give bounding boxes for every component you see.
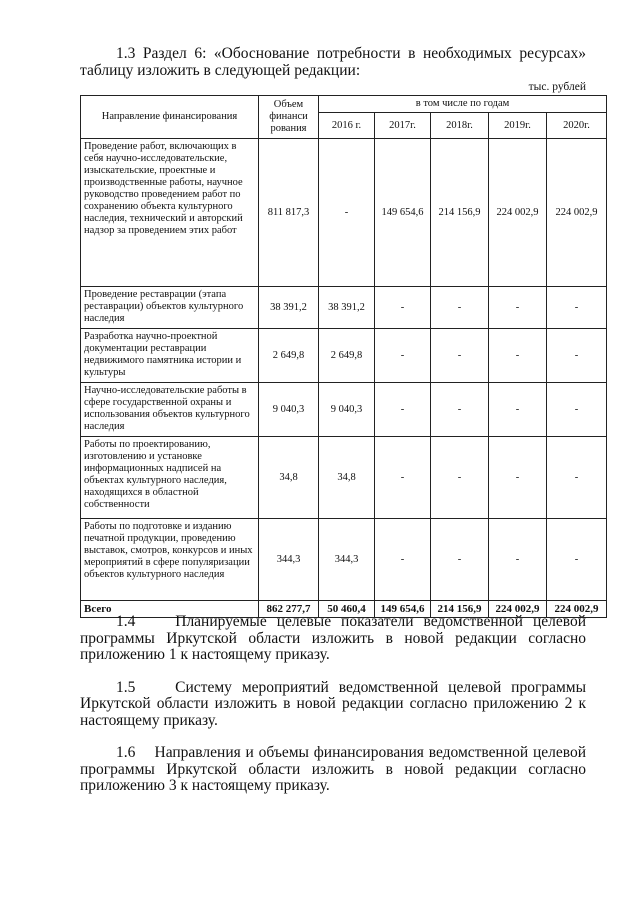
row-2020: - (547, 383, 607, 437)
unit-label: тыс. рублей (528, 81, 586, 93)
row-name: Разработка научно-проектной документации реставрации недвижимого памятника истории и культуры (81, 329, 259, 383)
item-number: 1.4 (116, 613, 136, 630)
table-row (81, 519, 607, 601)
row-2017: - (375, 287, 431, 329)
row-2016: 344,3 (319, 519, 375, 601)
total-label: Всего (81, 601, 259, 618)
header-year: 2020г. (547, 113, 607, 139)
row-2020: 224 002,9 (547, 139, 607, 287)
header-year: 2019г. (489, 113, 547, 139)
total-volume: 862 277,7 (259, 601, 319, 618)
header-year: 2016 г. (319, 113, 375, 139)
amendment-items (80, 614, 586, 811)
row-2018: - (431, 437, 489, 519)
row-2018: - (431, 287, 489, 329)
row-name: Проведение реставрации (этапа реставрации) объектов культурного наследия (81, 287, 259, 329)
row-2020: - (547, 287, 607, 329)
item-number: 1.5 (116, 678, 136, 696)
item-1-4 (80, 614, 586, 664)
header-direction: Направление финансирования (81, 96, 259, 139)
financing-table (80, 95, 607, 618)
item-1-6 (80, 745, 586, 795)
row-name: Научно-исследовательские работы в сфере государственной охраны и использования объектов культурного наследия (81, 383, 259, 437)
row-2017: 149 654,6 (375, 139, 431, 287)
row-2020: - (547, 519, 607, 601)
row-name: Работы по подготовке и изданию печатной продукции, проведению выставок, смотров, конкурсов и иных мероприятий в сфере популяризации объектов культурного наследия (81, 519, 259, 601)
row-name: Работы по проектированию, изготовлению и установке информационных надписей на объектах культурного наследия, находящихся в областной собственности (81, 437, 259, 519)
row-2019: - (489, 437, 547, 519)
row-total: 344,3 (259, 519, 319, 601)
intro-text: 1.3 Раздел 6: «Обоснование потребности в необходимых ресурсах» таблицу изложить в следующей редакции: (80, 45, 586, 79)
row-2016: - (319, 139, 375, 287)
item-text: Систему мероприятий ведомственной целевой программы Иркутской области изложить в новой редакции согласно приложению 2 к настоящему приказу. (80, 678, 586, 729)
total-2019: 224 002,9 (489, 601, 547, 618)
total-2020: 224 002,9 (547, 601, 607, 618)
total-2017: 149 654,6 (375, 601, 431, 618)
intro-paragraph (80, 46, 586, 79)
table-row (81, 437, 607, 519)
row-total: 2 649,8 (259, 329, 319, 383)
row-total: 811 817,3 (259, 139, 319, 287)
table-row (81, 139, 607, 287)
header-year: 2018г. (431, 113, 489, 139)
item-number: 1.6 (116, 744, 136, 761)
row-total: 9 040,3 (259, 383, 319, 437)
row-2017: - (375, 329, 431, 383)
row-2017: - (375, 383, 431, 437)
table-row (81, 329, 607, 383)
header-years-group: в том числе по годам (319, 96, 607, 113)
row-2016: 34,8 (319, 437, 375, 519)
row-2019: - (489, 519, 547, 601)
row-2019: - (489, 383, 547, 437)
row-name: Проведение работ, включающих в себя научно-исследовательские, изыскательские, проектные и производственные работы, научное руководство проведением работ по сохранению объекта культурного наследия, технический и авторский надзор за проведением этих работ (81, 139, 259, 287)
row-2019: 224 002,9 (489, 139, 547, 287)
row-2016: 38 391,2 (319, 287, 375, 329)
row-2016: 9 040,3 (319, 383, 375, 437)
row-total: 38 391,2 (259, 287, 319, 329)
row-2018: - (431, 519, 489, 601)
row-2018: 214 156,9 (431, 139, 489, 287)
row-2018: - (431, 383, 489, 437)
total-2016: 50 460,4 (319, 601, 375, 618)
row-total: 34,8 (259, 437, 319, 519)
table-row (81, 287, 607, 329)
row-2019: - (489, 329, 547, 383)
row-2018: - (431, 329, 489, 383)
header-year: 2017г. (375, 113, 431, 139)
row-2019: - (489, 287, 547, 329)
item-text: Планируемые целевые показатели ведомственной целевой программы Иркутской области изложить в новой редакции согласно приложению 1 к настоящему приказу. (80, 613, 586, 663)
table-row (81, 383, 607, 437)
row-2020: - (547, 329, 607, 383)
total-2018: 214 156,9 (431, 601, 489, 618)
header-volume: Объем финанси рования (259, 96, 319, 139)
row-2020: - (547, 437, 607, 519)
row-2017: - (375, 519, 431, 601)
item-text: Направления и объемы финансирования ведомственной целевой программы Иркутской области изложить в новой редакции согласно приложению 3 к настоящему приказу. (80, 744, 586, 794)
item-1-5 (80, 680, 586, 730)
row-2016: 2 649,8 (319, 329, 375, 383)
row-2017: - (375, 437, 431, 519)
